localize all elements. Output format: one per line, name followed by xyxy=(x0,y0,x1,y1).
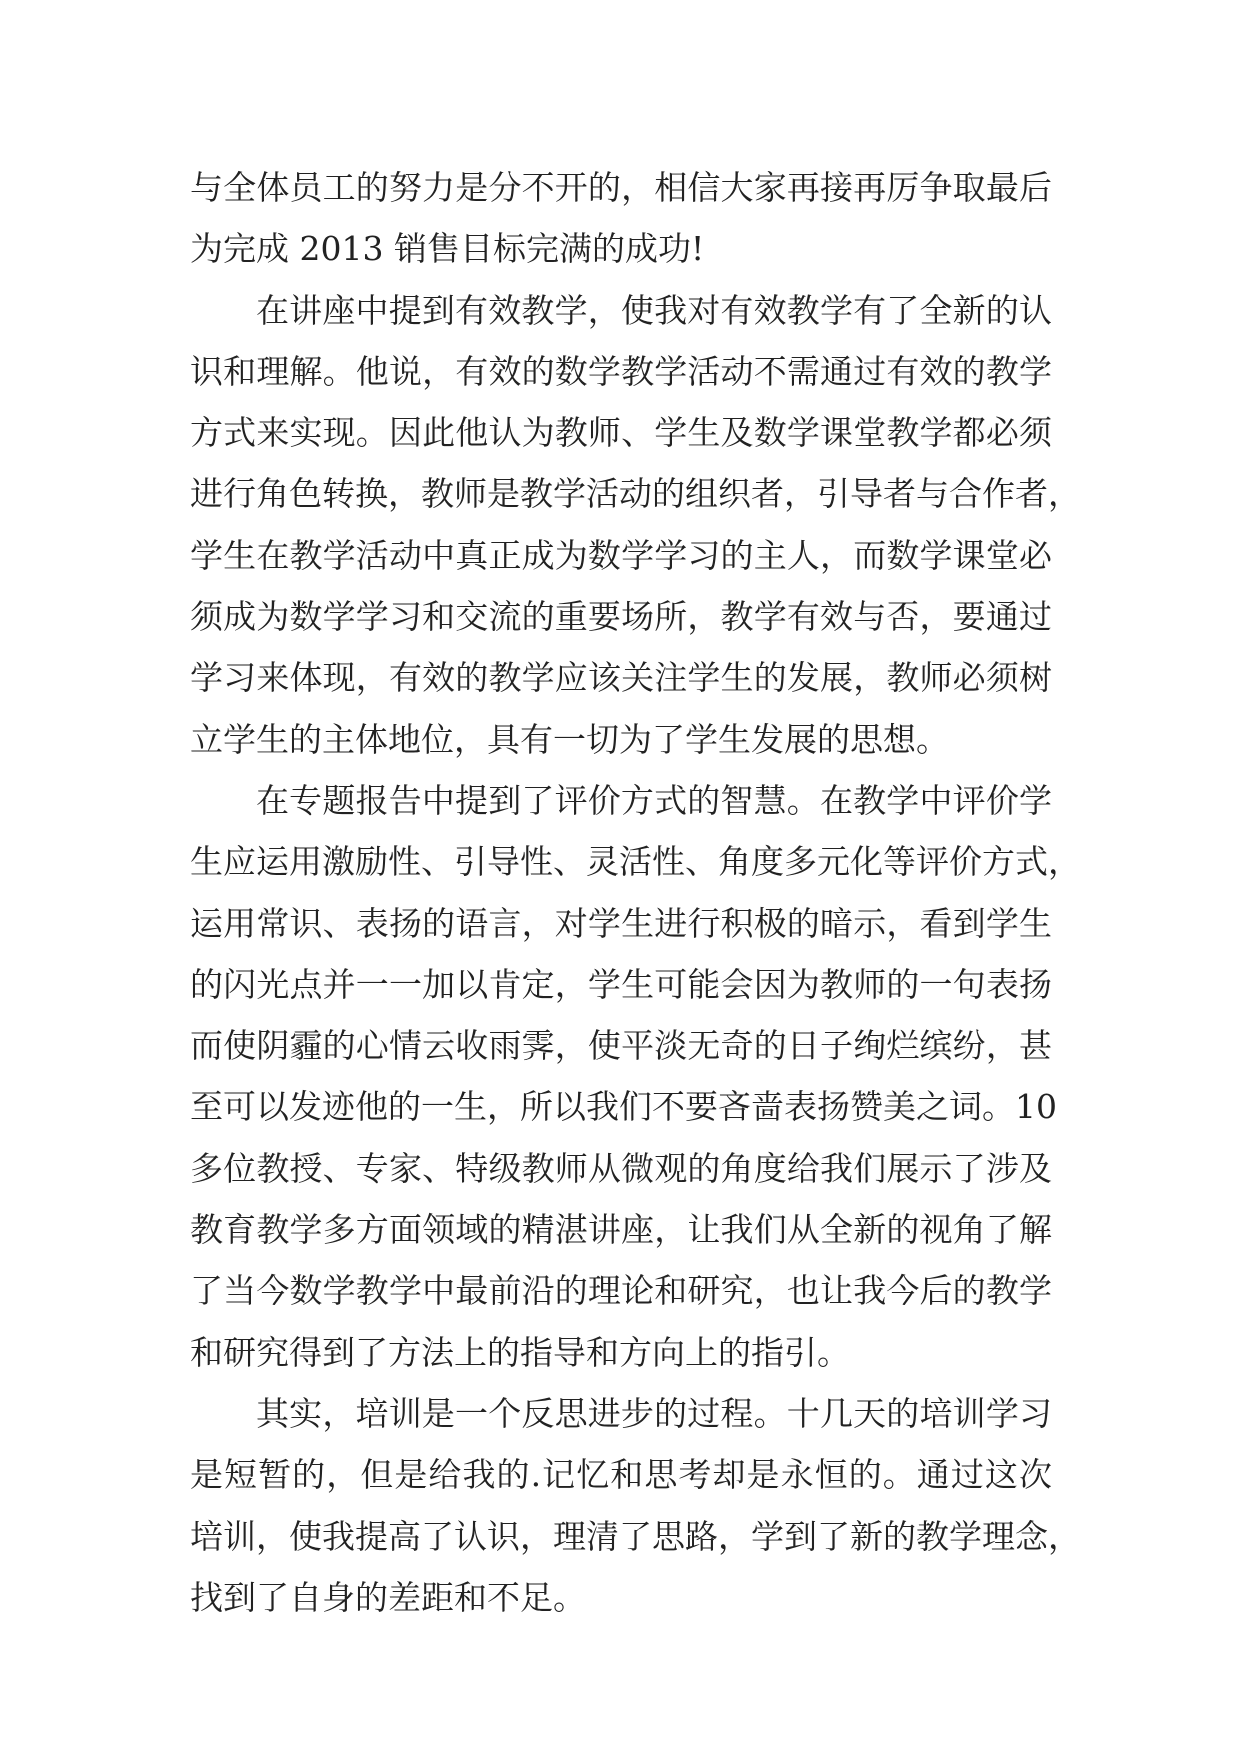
text-line: 立学生的主体地位，具有一切为了学生发展的思想。 xyxy=(190,719,949,759)
text-line: 识和理解。他说，有效的数学教学活动不需通过有效的教学 xyxy=(190,351,1052,391)
text-line: 而使阴霾的心情云收雨霁，使平淡无奇的日子绚烂缤纷，甚 xyxy=(190,1026,1052,1066)
text-line: 生应运用激励性、引导性、灵活性、角度多元化等评价方式， xyxy=(190,842,1081,882)
document-body xyxy=(190,157,1081,1628)
text-line: 与全体员工的努力是分不开的，相信大家再接再厉争取最后 xyxy=(190,168,1052,207)
text-line: 学习来体现，有效的教学应该关注学生的发展，教师必须树 xyxy=(190,658,1052,698)
text-line: 在讲座中提到有效教学，使我对有效教学有了全新的认 xyxy=(256,290,1052,330)
text-line: 的闪光点并一一加以肯定，学生可能会因为教师的一句表扬 xyxy=(190,964,1052,1004)
text-line: 教育教学多方面领域的精湛讲座，让我们从全新的视角了解 xyxy=(190,1210,1052,1250)
text-line: 方式来实现。因此他认为教师、学生及数学课堂教学都必须 xyxy=(190,413,1052,453)
text-line: 和研究得到了方法上的指导和方向上的指引。 xyxy=(190,1332,850,1372)
text-line: 学生在教学活动中真正成为数学学习的主人，而数学课堂必 xyxy=(190,535,1052,575)
text-line: 进行角色转换，教师是教学活动的组织者，引导者与合作者， xyxy=(190,474,1081,514)
text-line: 其实，培训是一个反思进步的过程。十几天的培训学习 xyxy=(256,1393,1052,1433)
text-line: 运用常识、表扬的语言，对学生进行积极的暗示，看到学生 xyxy=(190,903,1052,943)
text-line: 了当今数学教学中最前沿的理论和研究，也让我今后的教学 xyxy=(190,1271,1052,1311)
text-line: 是短暂的，但是给我的.记忆和思考却是永恒的。通过这次 xyxy=(190,1455,1052,1495)
text-line: 至可以发迹他的一生，所以我们不要吝啬表扬赞美之词。10 xyxy=(190,1087,1057,1127)
text-line: 须成为数学学习和交流的重要场所，教学有效与否，要通过 xyxy=(190,597,1052,637)
text-line: 培训，使我提高了认识，理清了思路，学到了新的教学理念， xyxy=(190,1516,1081,1556)
text-line: 多位教授、专家、特级教师从微观的角度给我们展示了涉及 xyxy=(190,1148,1052,1188)
text-line: 为完成 2013 销售目标完满的成功! xyxy=(190,229,705,269)
text-line: 在专题报告中提到了评价方式的智慧。在教学中评价学 xyxy=(256,780,1052,820)
text-line: 找到了自身的差距和不足。 xyxy=(190,1577,586,1617)
